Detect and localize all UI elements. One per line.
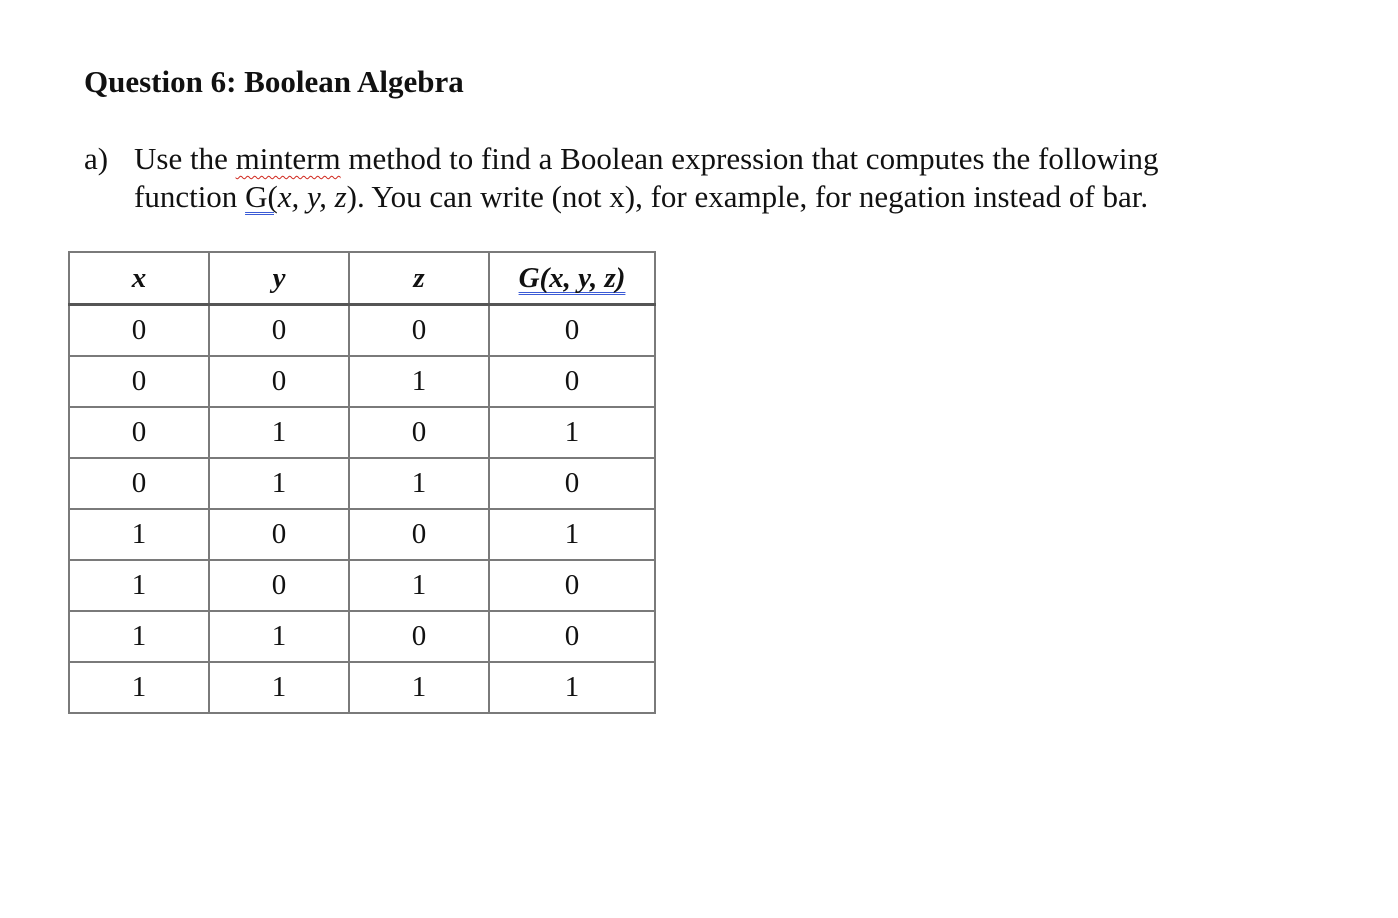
instruction-line-2: function G(x, y, z). You can write (not x), for example, for negation instead of bar. bbox=[134, 179, 1149, 214]
cell-g: 0 bbox=[489, 611, 655, 662]
cell-y: 1 bbox=[209, 407, 349, 458]
cell-y: 1 bbox=[209, 611, 349, 662]
header-y: y bbox=[209, 252, 349, 305]
header-x: x bbox=[69, 252, 209, 305]
function-arguments: x, y, z bbox=[277, 179, 347, 214]
cell-g: 0 bbox=[489, 356, 655, 407]
cell-y: 1 bbox=[209, 662, 349, 713]
spellcheck-word-minterm: minterm bbox=[235, 141, 341, 176]
cell-x: 0 bbox=[69, 356, 209, 407]
cell-y: 0 bbox=[209, 509, 349, 560]
cell-g: 0 bbox=[489, 560, 655, 611]
header-g bbox=[489, 252, 655, 305]
cell-g: 0 bbox=[489, 458, 655, 509]
cell-g: 0 bbox=[489, 305, 655, 357]
cell-z: 0 bbox=[349, 305, 489, 357]
question-heading: Question 6: Boolean Algebra bbox=[84, 64, 464, 99]
cell-x: 1 bbox=[69, 509, 209, 560]
table-row bbox=[69, 305, 655, 357]
cell-z: 0 bbox=[349, 407, 489, 458]
cell-y: 1 bbox=[209, 458, 349, 509]
cell-z: 0 bbox=[349, 509, 489, 560]
cell-g: 1 bbox=[489, 407, 655, 458]
table-row bbox=[69, 662, 655, 713]
cell-g: 1 bbox=[489, 509, 655, 560]
cell-x: 0 bbox=[69, 407, 209, 458]
cell-x: 1 bbox=[69, 611, 209, 662]
cell-y: 0 bbox=[209, 356, 349, 407]
cell-z: 0 bbox=[349, 611, 489, 662]
header-z: z bbox=[349, 252, 489, 305]
truth-table-header-row bbox=[69, 252, 655, 305]
cell-z: 1 bbox=[349, 662, 489, 713]
cell-x: 0 bbox=[69, 305, 209, 357]
cell-z: 1 bbox=[349, 560, 489, 611]
table-row bbox=[69, 611, 655, 662]
table-row bbox=[69, 458, 655, 509]
grammar-flag-function-name: G( bbox=[245, 179, 278, 214]
cell-y: 0 bbox=[209, 305, 349, 357]
cell-g: 1 bbox=[489, 662, 655, 713]
truth-table bbox=[68, 251, 656, 714]
table-row bbox=[69, 407, 655, 458]
cell-x: 1 bbox=[69, 662, 209, 713]
cell-x: 1 bbox=[69, 560, 209, 611]
instruction-line-1: Use the minterm method to find a Boolean expression that computes the following bbox=[134, 141, 1159, 176]
table-row bbox=[69, 356, 655, 407]
header-g-label: G(x, y, z) bbox=[518, 261, 626, 294]
part-marker: a) bbox=[84, 141, 109, 176]
cell-z: 1 bbox=[349, 458, 489, 509]
cell-y: 0 bbox=[209, 560, 349, 611]
table-row bbox=[69, 560, 655, 611]
table-row bbox=[69, 509, 655, 560]
cell-x: 0 bbox=[69, 458, 209, 509]
cell-z: 1 bbox=[349, 356, 489, 407]
